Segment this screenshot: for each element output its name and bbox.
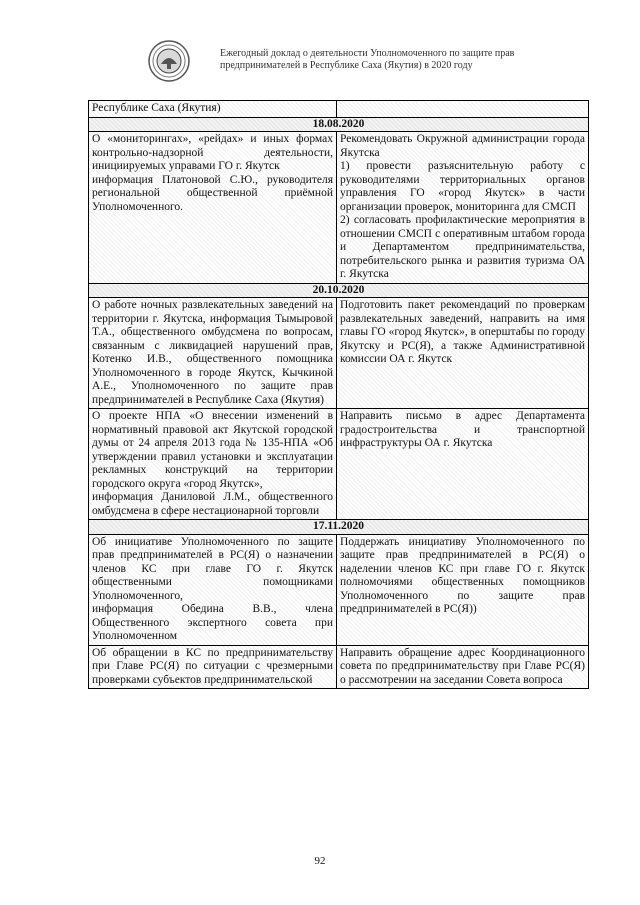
meeting-date: 17.11.2020 [89, 520, 589, 535]
cell-paragraph: 2) согласовать профилактические мероприятия в отношении СМСП с оперативным штабом города и Департаментом предпринимательства, потребительского рынка и развития туризма ОА г. Якутска [340, 214, 585, 280]
cell-paragraph: информация Даниловой Л.М., общественного омбудсмена в сфере нестационарной торговли [92, 491, 333, 517]
cell-paragraph: 1) провести разъяснительную работу с руководителями территориальных органов управления ГО «город Якутск» в части организации проверок, мониторинга для СМСП [340, 160, 585, 213]
decision-cell [337, 645, 589, 689]
table-row [89, 645, 589, 689]
cell-paragraph: О проекте НПА «О внесении изменений в нормативный правовой акт Якутской городской думы от 24 апреля 2013 года № 135-НПА «Об утверждении правил установки и эксплуатации рекламных конструкций на территории городского округа «город Якутск», [92, 410, 333, 490]
decision-cell [337, 409, 589, 520]
agenda-cell [89, 534, 337, 645]
decision-cell [337, 132, 589, 284]
cell-paragraph: Об обращении в КС по предпринимательству при Главе РС(Я) по ситуации с чрезмерными проверками субъектов предпринимательской [92, 646, 333, 686]
decision-cell [337, 534, 589, 645]
cell-paragraph: Подготовить пакет рекомендаций по проверкам развлекательных заведений, направить на имя главы ГО «город Якутск», в оперштабы по городу Якутску и РС(Я), а также Административной комиссии ОА г. Якутск [340, 299, 585, 365]
cell-paragraph: Об инициативе Уполномоченного по защите прав предпринимателей в РС(Я) о назначении членов КС при главе ГО г. Якутск общественными помощниками Уполномоченного, [92, 535, 333, 602]
meetings-table [88, 100, 589, 689]
cell-paragraph: информация Обедина В.В., члена Общественного экспертного совета при Уполномоченном [92, 603, 333, 642]
table-row [89, 101, 589, 118]
agenda-cell [89, 132, 337, 284]
table-row [89, 132, 589, 284]
meetings-table-body [89, 101, 589, 689]
meeting-date: 18.08.2020 [89, 117, 589, 132]
date-row [89, 520, 589, 535]
decision-cell [337, 101, 589, 118]
cell-paragraph: О работе ночных развлекательных заведений на территории г. Якутска, информация Тымыровой Т.А., общественного омбудсмена по вопросам, связанным с ликвидацией нарушений прав, Котенко И.В., общественного помощника Уполномоченного в городе Якутск, Кычкиной А.Е., Уполномоченного по защите прав предпринимателей в Республике Саха (Якутия) [92, 299, 333, 406]
table-row [89, 409, 589, 520]
cell-paragraph: Направить письмо в адрес Департамента градостроительства и транспортной инфраструктуры ОА г. Якутска [340, 410, 585, 449]
agenda-cell [89, 645, 337, 689]
cell-paragraph: Республике Саха (Якутия) [92, 102, 221, 114]
header-line-1: Ежегодный доклад о деятельности Уполномоченного по защите прав [220, 48, 515, 59]
agenda-cell [89, 409, 337, 520]
cell-paragraph: Поддержать инициативу Уполномоченного по защите прав предпринимателей в РС(Я) о наделении членов КС при главе ГО г. Якутск полномочиями общественных помощников Уполномоченного по защите прав предпринимателей в РС(Я)) [340, 535, 585, 615]
date-row [89, 283, 589, 298]
cell-paragraph: О «мониторингах», «рейдах» и иных формах контрольно-надзорной деятельности, инициируемых управами ГО г. Якутск [92, 133, 333, 172]
page-header [148, 40, 548, 80]
date-row [89, 117, 589, 132]
agenda-cell [89, 298, 337, 409]
table-row [89, 298, 589, 409]
decision-cell [337, 298, 589, 409]
cell-paragraph: Рекомендовать Окружной администрации города Якутска [340, 133, 585, 159]
emblem-icon [148, 40, 190, 82]
meeting-date: 20.10.2020 [89, 283, 589, 298]
cell-paragraph: Направить обращение адрес Координационного совета по предпринимательству при Главе РС(Я) о рассмотрении на заседании Совета вопроса [340, 646, 585, 686]
cell-paragraph: информация Платоновой С.Ю., руководителя региональной общественной приёмной Уполномоченного. [92, 173, 333, 213]
page-number: 92 [314, 855, 326, 867]
agenda-cell [89, 101, 337, 118]
header-line-2: предпринимателей в Республике Саха (Якутия) в 2020 году [220, 60, 473, 71]
table-row [89, 534, 589, 645]
